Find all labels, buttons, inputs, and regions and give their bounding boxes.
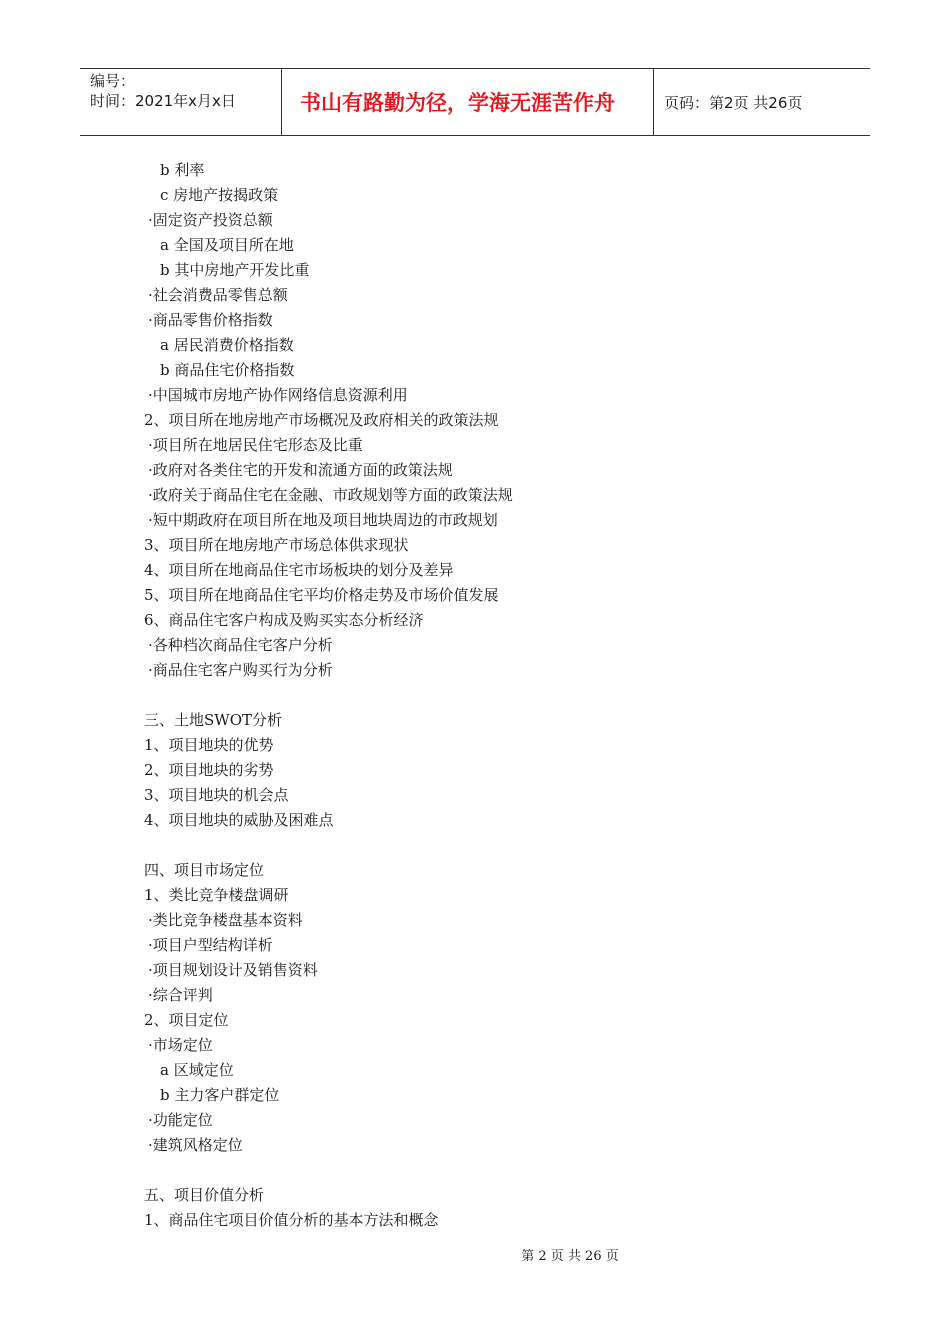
outline-heading: 4、项目所在地商品住宅市场板块的划分及差异 [144, 561, 454, 579]
outline-subitem: a 区域定位 [160, 1061, 234, 1079]
time-label: 时间：2021年x月x日 [90, 92, 236, 110]
blank-line [144, 833, 844, 858]
document-header [80, 68, 870, 136]
page-footer: 第 2 页 共 26 页 [521, 1249, 619, 1264]
outline-heading: 五、项目价值分析 [144, 1186, 265, 1204]
outline-heading: 3、项目所在地房地产市场总体供求现状 [144, 536, 409, 554]
outline-item: ·商品零售价格指数 [148, 311, 273, 329]
outline-subitem: b 利率 [160, 161, 205, 179]
blank-line [144, 1158, 844, 1183]
outline-item: ·商品住宅客户购买行为分析 [148, 661, 333, 679]
outline-item: ·项目户型结构详析 [148, 936, 273, 954]
outline-item: ·政府关于商品住宅在金融、市政规划等方面的政策法规 [148, 486, 513, 504]
blank-line [144, 683, 844, 708]
header-page-info: 页码：第2页 共26页 [664, 93, 803, 112]
header-motto: 书山有路勤为径，学海无涯苦作舟 [282, 69, 654, 135]
outline-subitem: c 房地产按揭政策 [160, 186, 279, 204]
outline-item: ·中国城市房地产协作网络信息资源利用 [148, 386, 408, 404]
outline-heading: 四、项目市场定位 [144, 861, 265, 879]
number-label: 编号： [90, 72, 136, 90]
outline-heading: 3、项目地块的机会点 [144, 786, 289, 804]
outline-subitem: b 其中房地产开发比重 [160, 261, 310, 279]
outline-item: ·短中期政府在项目所在地及项目地块周边的市政规划 [148, 511, 498, 529]
outline-item: ·社会消费品零售总额 [148, 286, 288, 304]
outline-heading: 5、项目所在地商品住宅平均价格走势及市场价值发展 [144, 586, 499, 604]
outline-subitem: a 居民消费价格指数 [160, 336, 294, 354]
outline-heading: 2、项目地块的劣势 [144, 761, 274, 779]
outline-item: ·功能定位 [148, 1111, 213, 1129]
outline-item: ·项目所在地居民住宅形态及比重 [148, 436, 363, 454]
outline-heading: 1、项目地块的优势 [144, 736, 274, 754]
document-body [144, 158, 844, 1233]
outline-heading: 2、项目定位 [144, 1011, 229, 1029]
outline-subitem: b 主力客户群定位 [160, 1086, 280, 1104]
outline-item: ·固定资产投资总额 [148, 211, 273, 229]
outline-item: ·类比竞争楼盘基本资料 [148, 911, 303, 929]
outline-heading: 三、土地SWOT分析 [144, 711, 282, 729]
outline-item: ·各种档次商品住宅客户分析 [148, 636, 333, 654]
outline-item: ·市场定位 [148, 1036, 213, 1054]
outline-item: ·综合评判 [148, 986, 213, 1004]
outline-heading: 1、类比竞争楼盘调研 [144, 886, 289, 904]
header-meta [80, 69, 282, 135]
outline-item: ·政府对各类住宅的开发和流通方面的政策法规 [148, 461, 453, 479]
outline-heading: 2、项目所在地房地产市场概况及政府相关的政策法规 [144, 411, 499, 429]
outline-subitem: b 商品住宅价格指数 [160, 361, 295, 379]
outline-subitem: a 全国及项目所在地 [160, 236, 294, 254]
outline-item: ·建筑风格定位 [148, 1136, 243, 1154]
outline-heading: 1、商品住宅项目价值分析的基本方法和概念 [144, 1211, 439, 1229]
outline-item: ·项目规划设计及销售资料 [148, 961, 318, 979]
outline-heading: 6、商品住宅客户构成及购买实态分析经济 [144, 611, 424, 629]
outline-heading: 4、项目地块的威胁及困难点 [144, 811, 334, 829]
